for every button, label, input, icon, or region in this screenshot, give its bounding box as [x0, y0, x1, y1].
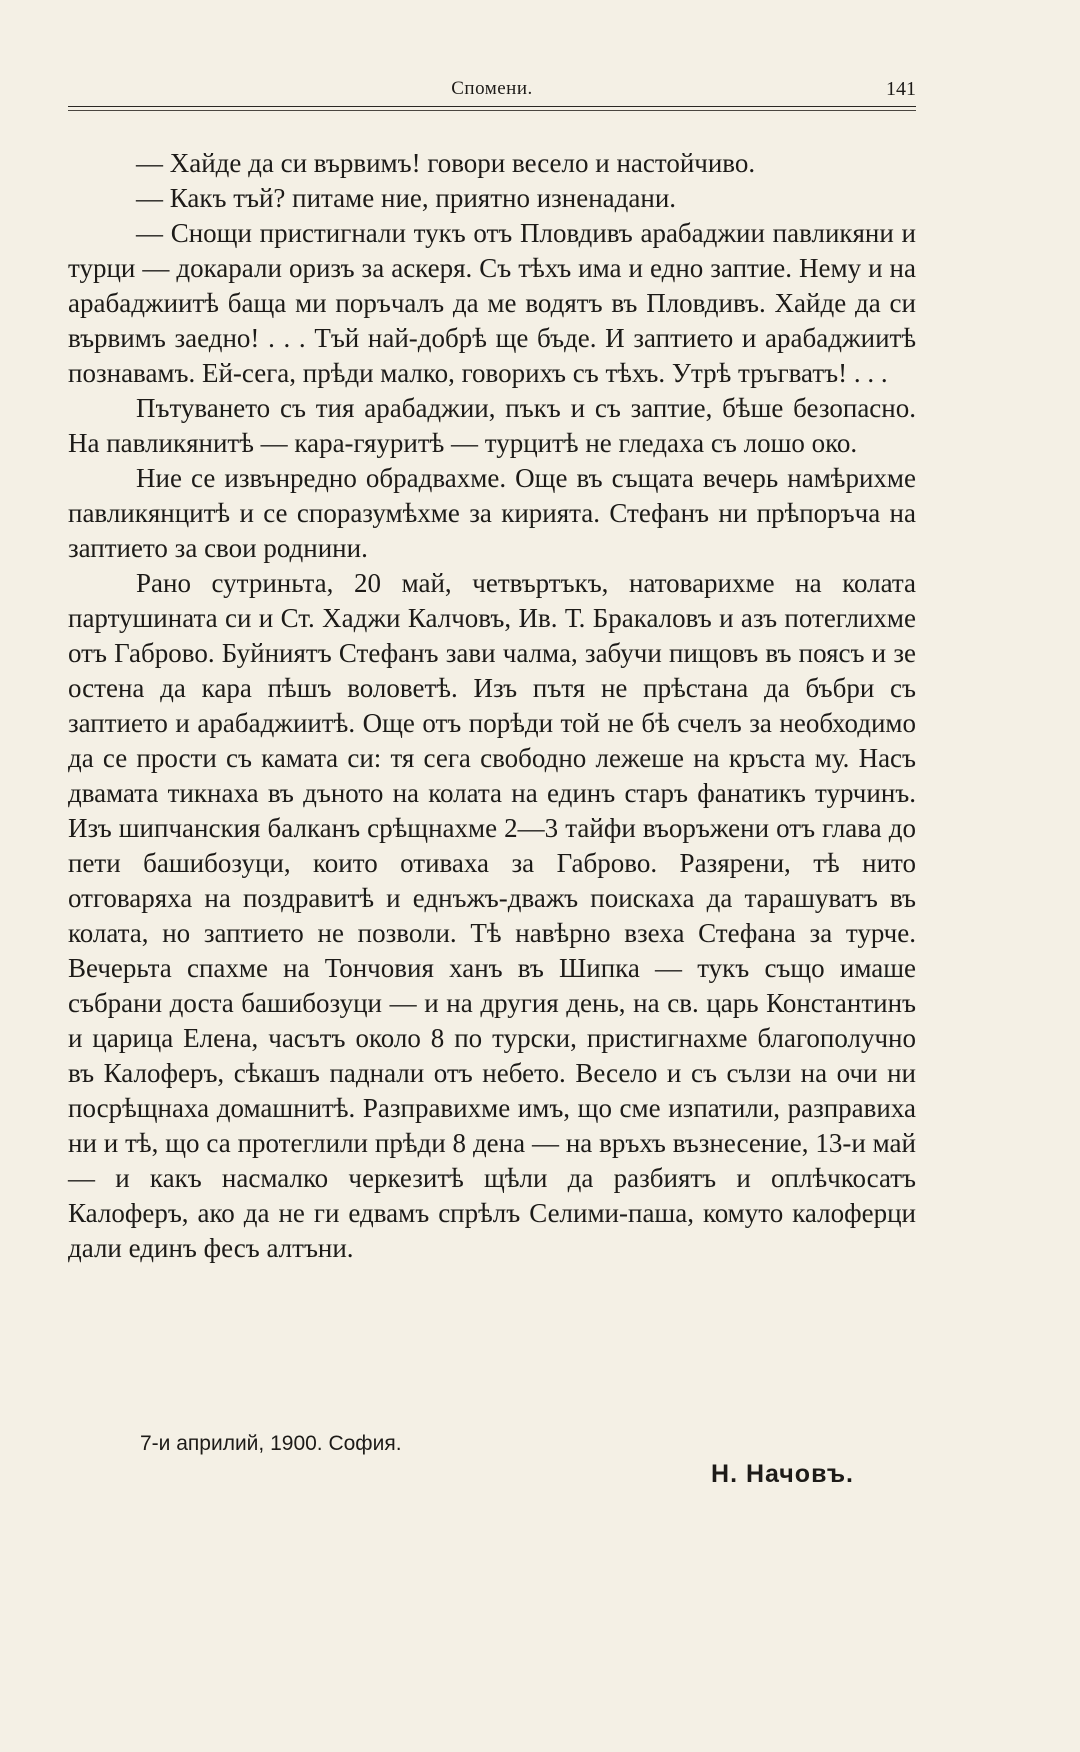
paragraph: Ние се извънредно обрадвахме. Още въ същата вечерь намѣрихме павликянцитѣ и се споразумѣхме за кирията. Стефанъ ни прѣпоръча на заптието за свои роднини.	[68, 463, 916, 563]
author-signature: Н. Начовъ.	[711, 1460, 854, 1488]
paragraph: — Хайде да си вървимъ! говори весело и настойчиво.	[136, 148, 756, 178]
dateline: 7-и априлий, 1900. София.	[140, 1432, 402, 1455]
body-text	[68, 146, 916, 1266]
paragraph: — Какъ тъй? питаме ние, приятно изненадани.	[136, 183, 677, 213]
running-title: Спомени.	[451, 78, 533, 99]
page-header	[68, 78, 916, 108]
paragraph: Рано сутриньта, 20 май, четвъртъкъ, натоварихме на колата партушината си и Ст. Хаджи Калчовъ, Ив. Т. Бракаловъ и азъ потеглихме отъ Габрово. Буйниятъ Стефанъ зави чалма, забучи пищовъ въ поясъ и зе остена да кара пѣшъ воловетѣ. Изъ пътя не прѣстана да бъбри съ заптието и арабаджиитѣ. Още отъ порѣди той не бѣ счелъ за необходимо да се прости съ камата си: тя сега свободно лежеше на кръста му. Насъ двамата тикнаха въ дъното на колата на единъ старъ фанатикъ турчинъ. Изъ шипчанския балканъ срѣщнахме 2—3 тайфи въоръжени отъ глава до пети башибозуци, които отиваха за Габрово. Разярени, тѣ нито отговаряха на поздравитѣ и еднъжъ-дважъ поискаха да тарашуватъ въ колата, но заптието не позволи. Тѣ навѣрно взеха Стефана за турче. Вечерьта спахме на Тончовия ханъ въ Шипка — тукъ също имаше събрани доста башибозуци — и на другия день, на св. царь Константинъ и царица Елена, часътъ около 8 по турски, пристигнахме благополучно въ Калоферъ, сѣкашъ паднали отъ небето. Весело и съ сълзи на очи ни посрѣщнаха домашнитѣ. Разправихме имъ, що сме изпатили, разправиха ни и тѣ, що са протеглили прѣди 8 дена — на връхъ възнесение, 13-и май — и какъ насмалко черкезитѣ щѣли да разбиятъ и оплѣчкосатъ Калоферъ, ако да не ги едвамъ спрѣлъ Селими-паша, комуто калоферци дали единъ фесъ алтъни.	[68, 568, 916, 1263]
header-rule-thin	[68, 110, 916, 111]
header-rule	[68, 106, 916, 107]
paragraph: — Снощи пристигнали тукъ отъ Пловдивъ арабаджии павликяни и турци — докарали оризъ за аскеря. Съ тѣхъ има и едно заптие. Нему и на арабаджиитѣ баща ми поръчалъ да ме водятъ въ Пловдивъ. Хайде да си вървимъ заедно! . . . Тъй най-добрѣ ще бъде. И заптието и арабаджиитѣ познавамъ. Ей-сега, прѣди малко, говорихъ съ тѣхъ. Утрѣ тръгватъ! . . .	[68, 218, 916, 388]
page-number: 141	[886, 78, 916, 100]
paragraph: Пътуването съ тия арабаджии, пъкъ и съ заптие, бѣше безопасно. На павликянитѣ — кара-гяуритѣ — турцитѣ не гледаха съ лошо око.	[68, 393, 916, 458]
